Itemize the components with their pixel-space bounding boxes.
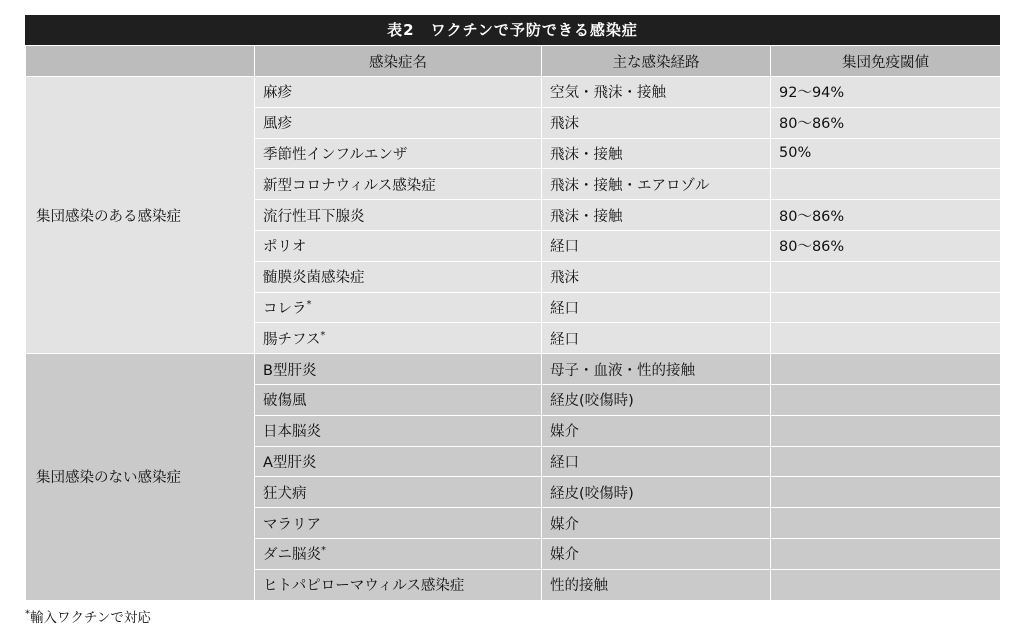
- disease-name: ヒトパピローマウィルス感染症: [263, 578, 465, 595]
- route-cell: 経口: [542, 230, 771, 261]
- table-title: 表2 ワクチンで予防できる感染症: [25, 15, 1000, 45]
- table-row: [26, 354, 1001, 385]
- disease-name-cell: [255, 538, 542, 569]
- vaccine-table: [25, 45, 1001, 601]
- route-cell: 母子・血液・性的接触: [542, 354, 771, 385]
- header-group: [26, 46, 255, 77]
- threshold-cell: 50%: [771, 138, 1001, 169]
- disease-name: 破傷風: [263, 393, 307, 410]
- threshold-cell: [771, 354, 1001, 385]
- disease-name-cell: [255, 415, 542, 446]
- header-herd-immunity: 集団免疫閾値: [771, 46, 1001, 77]
- header-disease-name: 感染症名: [255, 46, 542, 77]
- disease-name: 髄膜炎菌感染症: [263, 270, 365, 287]
- disease-name-cell: [255, 138, 542, 169]
- disease-name-cell: [255, 446, 542, 477]
- disease-name-cell: [255, 200, 542, 231]
- disease-name-cell: [255, 261, 542, 292]
- threshold-cell: [771, 384, 1001, 415]
- disease-name: 流行性耳下腺炎: [263, 208, 365, 225]
- route-cell: 飛沫・接触・エアロゾル: [542, 169, 771, 200]
- disease-name-cell: [255, 508, 542, 539]
- route-cell: 飛沫・接触: [542, 138, 771, 169]
- threshold-cell: 80〜86%: [771, 107, 1001, 138]
- threshold-cell: [771, 292, 1001, 323]
- disease-name: 風疹: [263, 116, 292, 133]
- disease-name-cell: [255, 569, 542, 600]
- threshold-cell: [771, 477, 1001, 508]
- disease-name: 麻疹: [263, 85, 292, 102]
- disease-name-cell: [255, 477, 542, 508]
- footnote: [25, 606, 151, 626]
- route-cell: 飛沫: [542, 107, 771, 138]
- disease-name: 季節性インフルエンザ: [263, 146, 408, 163]
- disease-name-cell: [255, 323, 542, 354]
- route-cell: 経口: [542, 446, 771, 477]
- disease-name-cell: [255, 384, 542, 415]
- disease-name: 狂犬病: [263, 485, 307, 502]
- footnote-text: 輸入ワクチンで対応: [30, 610, 151, 626]
- threshold-cell: [771, 415, 1001, 446]
- route-cell: 媒介: [542, 415, 771, 446]
- import-vaccine-mark: *: [321, 545, 326, 557]
- route-cell: 性的接触: [542, 569, 771, 600]
- threshold-cell: [771, 323, 1001, 354]
- threshold-cell: 80〜86%: [771, 200, 1001, 231]
- route-cell: 経皮(咬傷時): [542, 477, 771, 508]
- disease-name-cell: [255, 354, 542, 385]
- table-row: [26, 77, 1001, 108]
- import-vaccine-mark: *: [306, 299, 312, 311]
- disease-name-cell: [255, 292, 542, 323]
- threshold-cell: [771, 538, 1001, 569]
- disease-name: ダニ脳炎: [263, 547, 321, 564]
- disease-name-cell: [255, 169, 542, 200]
- disease-name-cell: [255, 230, 542, 261]
- route-cell: 経口: [542, 292, 771, 323]
- disease-name: コレラ: [263, 300, 307, 317]
- disease-name: 新型コロナウィルス感染症: [263, 177, 436, 194]
- disease-name: マラリア: [263, 516, 321, 533]
- route-cell: 経皮(咬傷時): [542, 384, 771, 415]
- route-cell: 飛沫: [542, 261, 771, 292]
- footnote-mark: *: [25, 608, 30, 620]
- route-cell: 媒介: [542, 538, 771, 569]
- route-cell: 経口: [542, 323, 771, 354]
- disease-name: B型肝炎: [263, 362, 317, 379]
- threshold-cell: [771, 446, 1001, 477]
- threshold-cell: 92〜94%: [771, 77, 1001, 108]
- disease-name: 日本脳炎: [263, 424, 321, 441]
- disease-name: A型肝炎: [263, 454, 317, 471]
- disease-name: ポリオ: [263, 239, 307, 256]
- group-label: 集団感染のある感染症: [26, 77, 255, 354]
- disease-name: 腸チフス: [263, 331, 321, 348]
- import-vaccine-mark: *: [320, 329, 326, 341]
- threshold-cell: 80〜86%: [771, 230, 1001, 261]
- header-row: [26, 46, 1001, 77]
- route-cell: 空気・飛沫・接触: [542, 77, 771, 108]
- threshold-cell: [771, 169, 1001, 200]
- vaccine-table-figure: [25, 15, 1000, 601]
- disease-name-cell: [255, 77, 542, 108]
- group-label: 集団感染のない感染症: [26, 354, 255, 600]
- route-cell: 飛沫・接触: [542, 200, 771, 231]
- threshold-cell: [771, 569, 1001, 600]
- disease-name-cell: [255, 107, 542, 138]
- threshold-cell: [771, 261, 1001, 292]
- threshold-cell: [771, 508, 1001, 539]
- route-cell: 媒介: [542, 508, 771, 539]
- header-route: 主な感染経路: [542, 46, 771, 77]
